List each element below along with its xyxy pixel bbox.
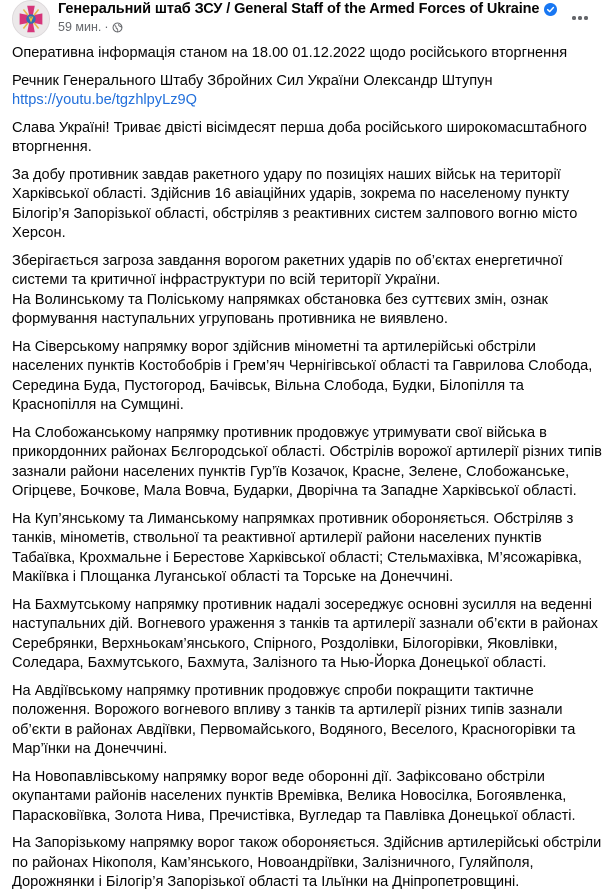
more-options-dot — [578, 16, 582, 20]
meta-separator: · — [104, 20, 109, 34]
post-header — [0, 0, 616, 40]
post-body — [0, 44, 616, 893]
verified-badge-icon — [544, 3, 557, 16]
avatar[interactable] — [12, 0, 50, 38]
post-meta — [58, 20, 123, 34]
paragraph: На Куп’янському та Лиманському напрямках противник обороняється. Обстріляв з танків, мінометів, ствольної та реактивної артилерії райони населених пунктів Табаївка, Крохмальне і Берестове Харківської області; Стельмахівка, М’ясожарівка, Макіївка і Площанка Луганської області та Торське на Донеччині. — [12, 510, 582, 585]
paragraph: Зберігається загроза завдання ворогом ракетних ударів по об’єктах енергетичної системи та критичної інфраструктури по всій території України. — [12, 252, 563, 288]
paragraph: Слава Україні! Триває двісті вісімдесят перша доба російського широкомасштабного вторгнення. — [12, 119, 587, 155]
globe-icon[interactable] — [112, 22, 123, 33]
author-name[interactable]: Генеральний штаб ЗСУ / General Staff of the Armed Forces of Ukraine — [58, 1, 540, 17]
paragraph: На Новопавлівському напрямку ворог веде оборонні дії. Зафіксовано обстріли окупантами районів населених пунктів Времівка, Велика Новосілка, Богоявленка, Парасковіївка, Золота Нива, Пречистівка, Вугледар та Павлівка Донецької області. — [12, 768, 576, 824]
more-options-button[interactable] — [566, 4, 594, 32]
author-line — [58, 1, 557, 17]
paragraph: За добу противник завдав ракетного удару по позиціях наших військ на території Харківської області. Здійснив 16 авіаційних ударів, зокрема по населеному пункту Білогір’я Запорізької області, обстріляв з реактивних систем залпового вогню місто Херсон. — [12, 166, 578, 241]
general-staff-emblem-icon — [13, 1, 49, 37]
paragraph: На Волинському та Поліському напрямках обстановка без суттєвих змін, ознак формування наступальних угруповань противника не виявлено. — [12, 291, 548, 327]
post-title: Оперативна інформація станом на 18.00 01.12.2022 щодо російського вторгнення — [12, 45, 568, 61]
youtube-link[interactable]: https://youtu.be/tgzhlpyLz9Q — [12, 92, 197, 108]
spokesperson-block — [12, 72, 604, 111]
post-timestamp[interactable]: 59 мин. — [58, 20, 102, 34]
paragraph-group — [12, 252, 604, 330]
paragraph: На Слобожанському напрямку противник продовжує утримувати свої війська в прикордонних районах Бєлгородської області. Обстрілів ворожої артилерії різних типів зазнали райони населених пунктів Гур’їв Козачок, Красне, Зелене, Слобожанське, Огірцеве, Бочкове, Мала Вовча, Бударки, Дворічна та Западне Харківської області. — [12, 424, 602, 499]
paragraph: На Бахмутському напрямку противник надалі зосереджує основні зусилля на веденні наступальних дій. Вогневого ураження з танків та артилерії зазнали об’єкти в районах Серебрянки, Верхньокам’янського, Спірного, Роздолівки, Білогорівки, Яковлівки, Соледара, Бахмутського, Бахмута, Залізного та Нью-Йорка Донецької області. — [12, 596, 598, 671]
paragraph: На Сіверському напрямку ворог здійснив мінометні та артилерійські обстріли населених пунктів Костобобрів і Грем’яч Чернігівської області та Гаврилова Слобода, Середина Буда, Пустогород, Бачівськ, Вільна Слобода, Будки, Білопілля та Краснопілля на Сумщині. — [12, 338, 593, 413]
paragraph: На Запорізькому напрямку ворог також обороняється. Здійснив артилерійські обстріли по районах Нікополя, Кам’янського, Новоандріївки, Залізничного, Гуляйполя, Дорожнянки і Білогір’я Запорізької області та Ільїнки на Дніпропетровщині. — [12, 835, 602, 890]
spokesperson-line: Речник Генерального Штабу Збройних Сил України Олександр Штупун — [12, 72, 493, 89]
paragraph: На Авдіївському напрямку противник продовжує спроби покращити тактичне положення. Ворожого вогневого впливу з танків та артилерії різних типів зазнали об’єкти в районах Авдіївки, Первомайського, Водяного, Веселого, Красногорівки та Мар’їнки на Донеччині. — [12, 682, 576, 757]
more-options-icon — [572, 16, 576, 20]
more-options-dot — [584, 16, 588, 20]
